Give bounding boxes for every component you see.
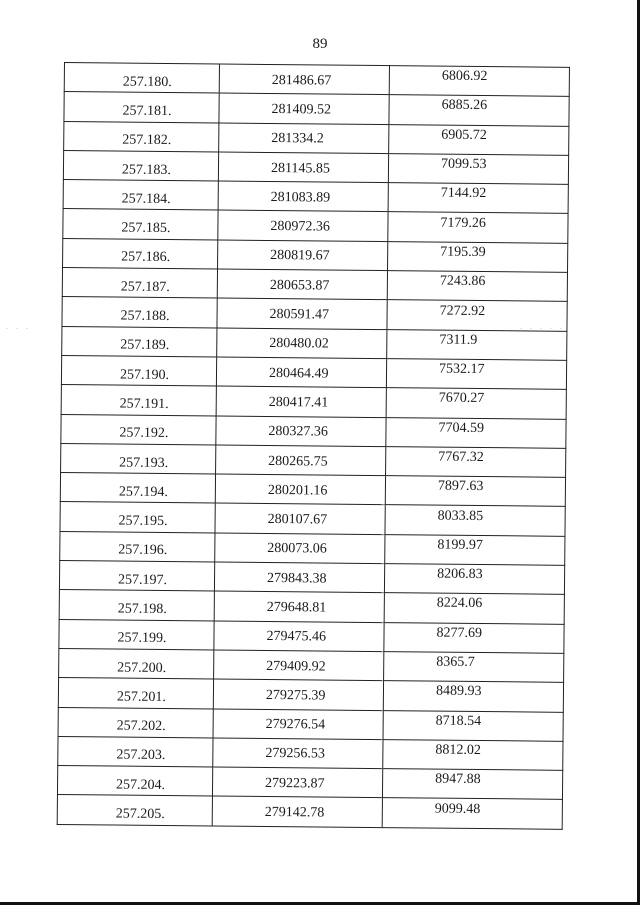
y-coordinate-cell: 7272.92 [387,300,567,331]
coordinates-table-wrapper [57,62,574,830]
x-coordinate-cell: 280265.75 [216,445,386,476]
x-coordinate-cell: 281486.67 [219,64,389,95]
table-row [60,531,565,565]
table-row [58,736,563,770]
table-row [60,473,565,507]
y-coordinate-cell: 7670.27 [386,388,566,419]
point-id-cell: 257.205. [57,795,212,826]
y-coordinate-cell: 7311.9 [387,329,567,360]
table-row [63,238,568,272]
point-id-cell: 257.180. [64,63,219,94]
point-id-cell: 257.199. [59,619,214,650]
table-row [62,297,567,331]
table-row [59,619,564,653]
y-coordinate-cell: 7243.86 [387,271,567,302]
point-id-cell: 257.196. [60,531,215,562]
table-row [61,355,566,389]
point-id-cell: 257.181. [64,92,219,123]
point-id-cell: 257.191. [61,385,216,416]
y-coordinate-cell: 7195.39 [388,241,568,272]
x-coordinate-cell: 280327.36 [216,416,386,447]
x-coordinate-cell: 280653.87 [217,269,387,300]
y-coordinate-cell: 7704.59 [386,417,566,448]
point-id-cell: 257.203. [58,736,213,767]
x-coordinate-cell: 279142.78 [212,796,382,827]
x-coordinate-cell: 281083.89 [218,181,388,212]
table-row [58,678,563,712]
x-coordinate-cell: 280591.47 [217,298,387,329]
x-coordinate-cell: 280972.36 [218,210,388,241]
y-coordinate-cell: 8224.06 [384,593,564,624]
point-id-cell: 257.195. [60,502,215,533]
table-row [60,502,565,536]
y-coordinate-cell: 6885.26 [389,95,569,126]
y-coordinate-cell: 7532.17 [386,359,566,390]
y-coordinate-cell: 7767.32 [386,446,566,477]
table-row [62,326,567,360]
table-row [61,385,566,419]
point-id-cell: 257.193. [61,443,216,474]
y-coordinate-cell: 8199.97 [385,534,565,565]
y-coordinate-cell: 6806.92 [389,66,569,97]
x-coordinate-cell: 279256.53 [213,738,383,769]
point-id-cell: 257.186. [63,238,218,269]
table-row [61,443,566,477]
point-id-cell: 257.183. [63,150,218,181]
y-coordinate-cell: 7897.63 [385,476,565,507]
point-id-cell: 257.190. [61,355,216,386]
x-coordinate-cell: 280201.16 [215,474,385,505]
x-coordinate-cell: 281334.2 [219,123,389,154]
table-row [64,92,569,126]
x-coordinate-cell: 279475.46 [214,621,384,652]
y-coordinate-cell: 8206.83 [384,564,564,595]
point-id-cell: 257.189. [62,326,217,357]
x-coordinate-cell: 279223.87 [212,767,382,798]
x-coordinate-cell: 281145.85 [218,152,388,183]
scan-artifact-left: . . . [6,322,31,331]
y-coordinate-cell: 8033.85 [385,505,565,536]
point-id-cell: 257.192. [61,414,216,445]
page-number: 89 [312,36,328,52]
y-coordinate-cell: 6905.72 [389,124,569,155]
y-coordinate-cell: 8365.7 [384,652,564,683]
table-row [63,209,568,243]
x-coordinate-cell: 280073.06 [215,533,385,564]
x-coordinate-cell: 280480.02 [217,328,387,359]
point-id-cell: 257.188. [62,297,217,328]
x-coordinate-cell: 280417.41 [216,386,386,417]
point-id-cell: 257.200. [59,648,214,679]
point-id-cell: 257.197. [59,561,214,592]
y-coordinate-cell: 9099.48 [382,798,562,829]
table-row [59,648,564,682]
table-row [59,590,564,624]
point-id-cell: 257.198. [59,590,214,621]
y-coordinate-cell: 8277.69 [384,622,564,653]
y-coordinate-cell: 8947.88 [382,769,562,800]
y-coordinate-cell: 8812.02 [383,739,563,770]
y-coordinate-cell: 7144.92 [388,183,568,214]
x-coordinate-cell: 280819.67 [218,240,388,271]
table-row [64,63,569,97]
scan-artifact-right: . . . . . [520,322,565,331]
x-coordinate-cell: 281409.52 [219,93,389,124]
table-row [59,561,564,595]
y-coordinate-cell: 7099.53 [388,154,568,185]
table-row [63,180,568,214]
y-coordinate-cell: 8718.54 [383,710,563,741]
x-coordinate-cell: 280107.67 [215,503,385,534]
table-body [57,63,569,830]
table-row [62,268,567,302]
x-coordinate-cell: 279648.81 [214,591,384,622]
y-coordinate-cell: 7179.26 [388,212,568,243]
x-coordinate-cell: 279409.92 [214,650,384,681]
point-id-cell: 257.184. [63,180,218,211]
table-row [64,121,569,155]
point-id-cell: 257.204. [57,766,212,797]
point-id-cell: 257.187. [62,268,217,299]
table-row [63,150,568,184]
x-coordinate-cell: 279275.39 [213,679,383,710]
point-id-cell: 257.185. [63,209,218,240]
table-row [57,766,562,800]
table-row [58,707,563,741]
x-coordinate-cell: 279276.54 [213,708,383,739]
coordinates-table [57,62,570,830]
point-id-cell: 257.194. [60,473,215,504]
point-id-cell: 257.202. [58,707,213,738]
point-id-cell: 257.182. [64,121,219,152]
table-row [57,795,562,829]
y-coordinate-cell: 8489.93 [383,681,563,712]
x-coordinate-cell: 280464.49 [216,357,386,388]
table-row [61,414,566,448]
x-coordinate-cell: 279843.38 [214,562,384,593]
point-id-cell: 257.201. [58,678,213,709]
